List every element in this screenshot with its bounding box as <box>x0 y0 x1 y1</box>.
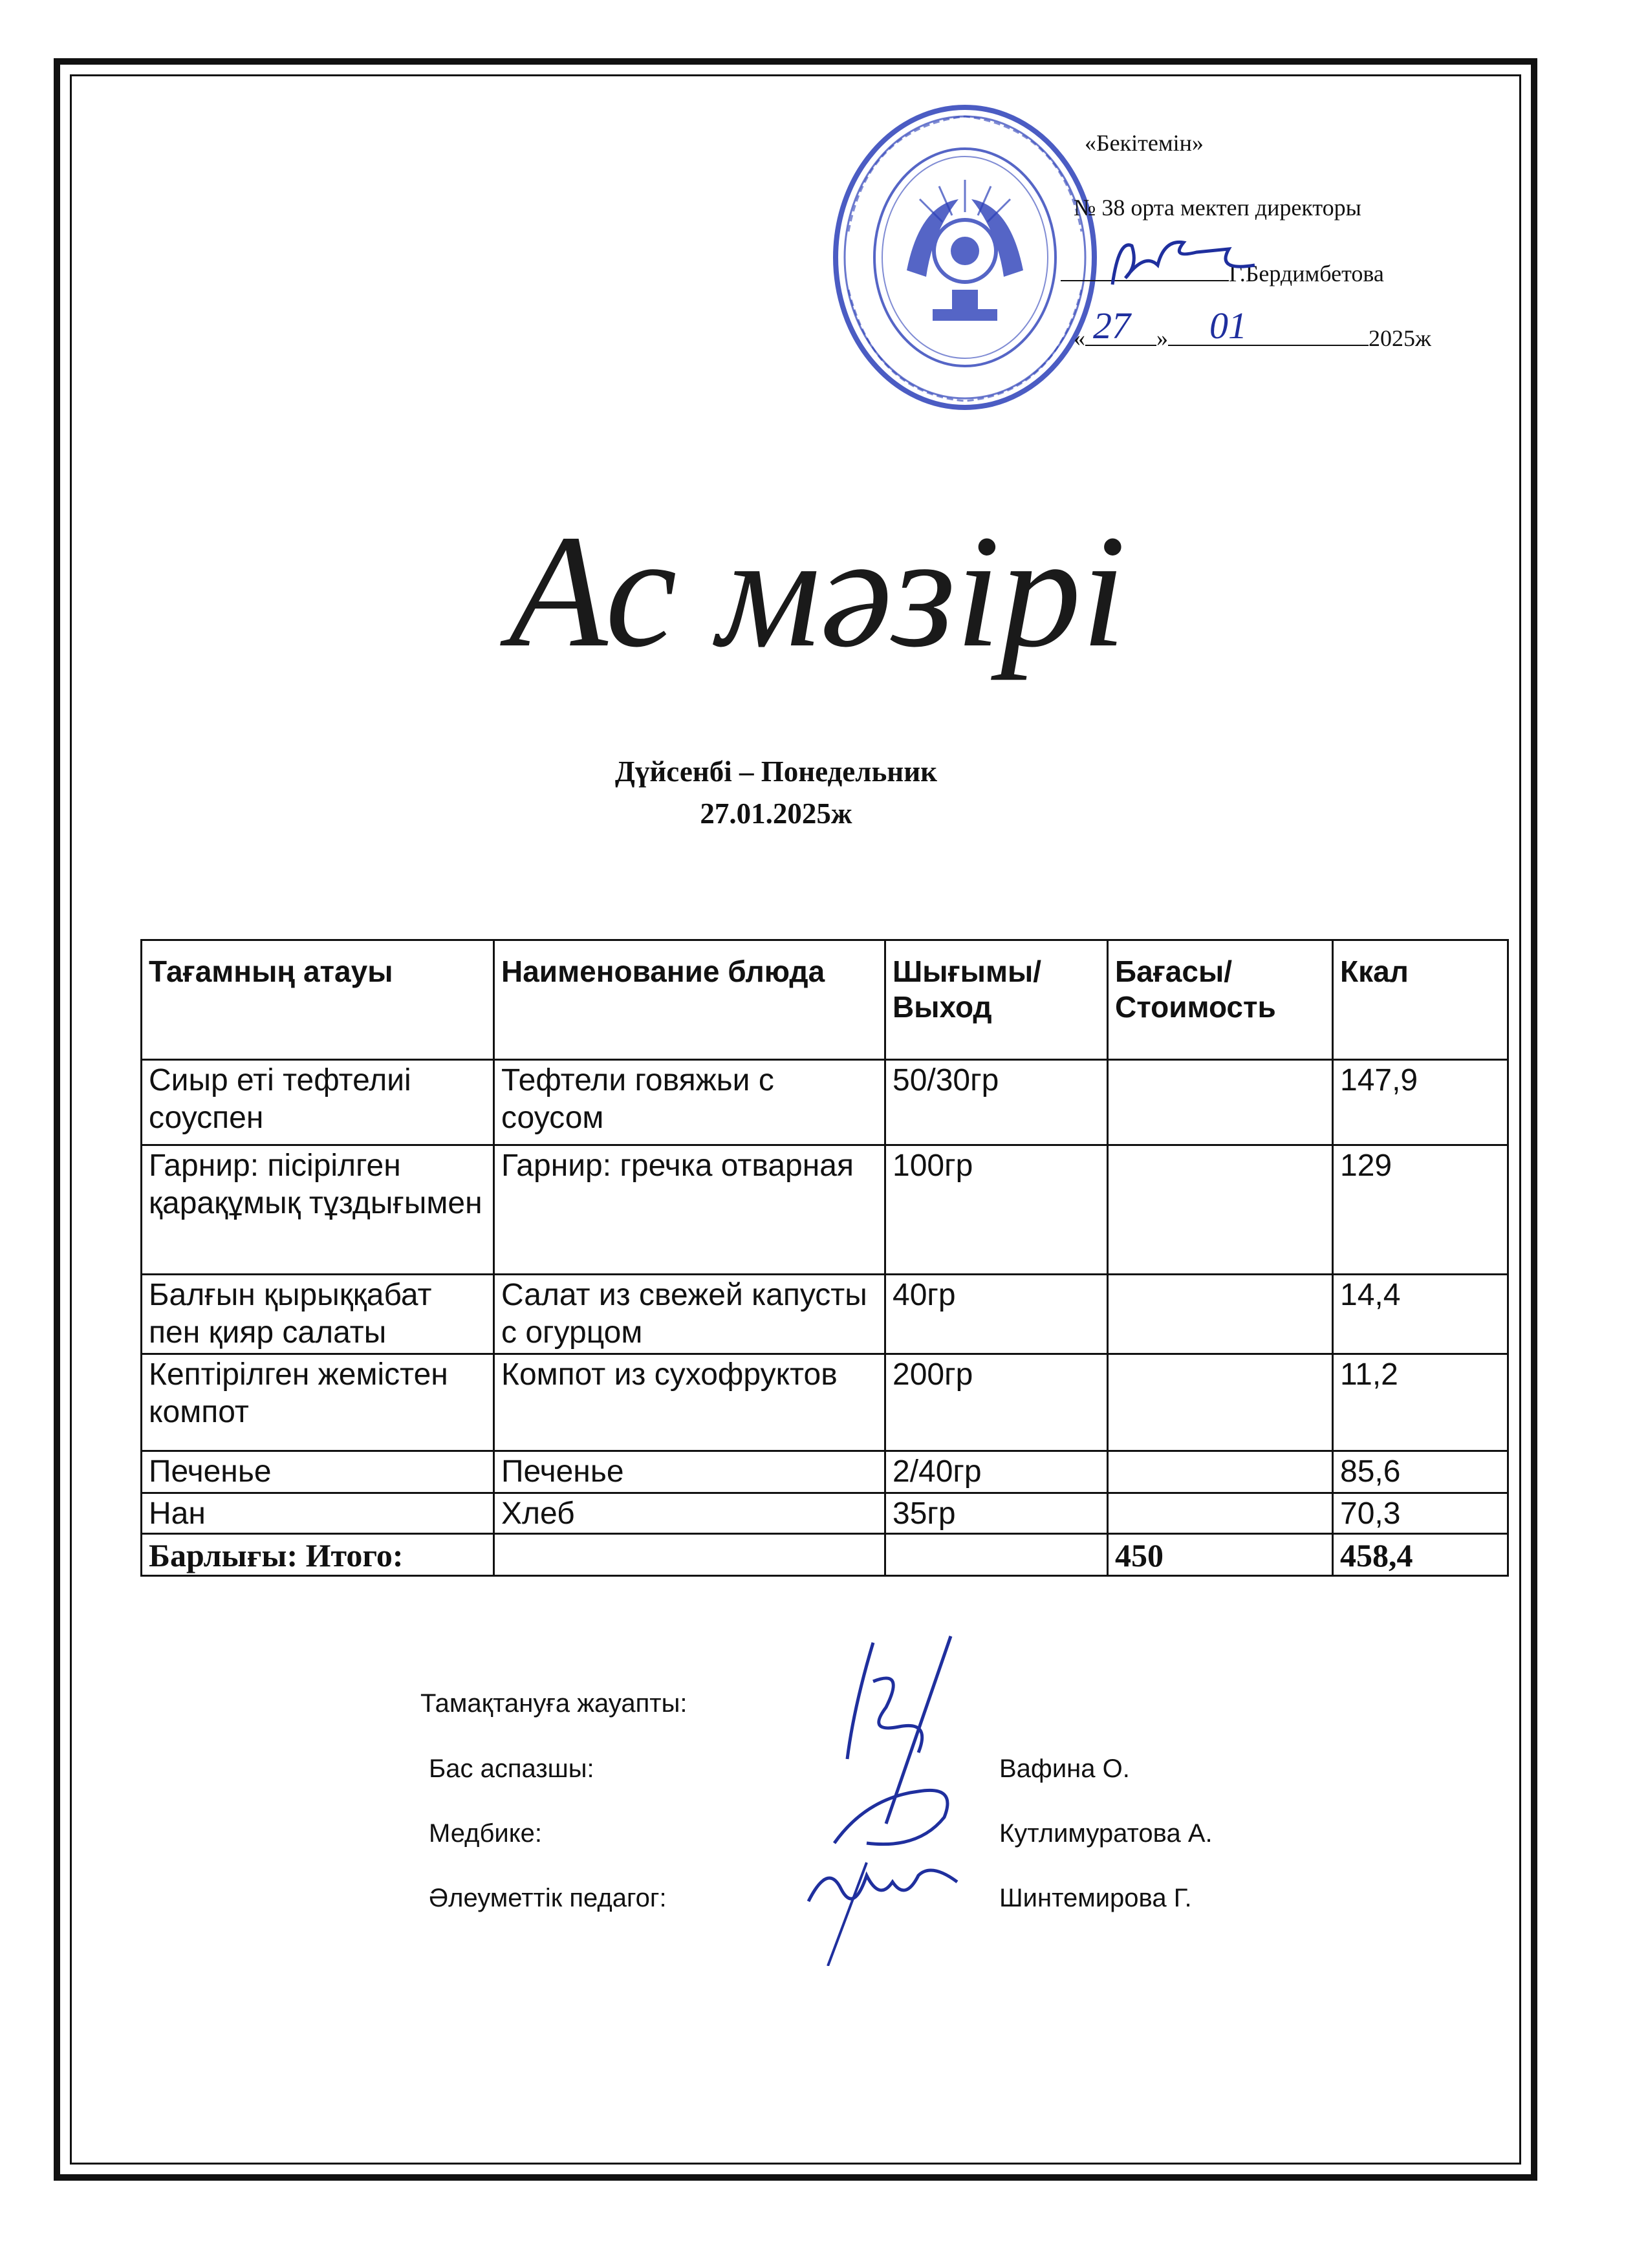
dish-kcal: 129 <box>1333 1145 1508 1275</box>
header-cell-kazakh-name: Тағамның атауы <box>142 940 494 1060</box>
dish-name-ru: Салат из свежей капусты с огурцом <box>494 1275 885 1354</box>
dish-price <box>1108 1493 1333 1534</box>
table-total-row <box>142 1533 1508 1575</box>
dish-name-kk: Кептірілген жемістен компот <box>142 1354 494 1451</box>
role-nurse: Медбике: <box>429 1819 543 1848</box>
dish-name-kk: Нан <box>142 1493 494 1534</box>
dish-kcal: 85,6 <box>1333 1451 1508 1493</box>
approval-date-open-quote: « <box>1074 325 1085 351</box>
dish-output: 50/30гр <box>885 1060 1108 1145</box>
name-social-pedagogue: Шинтемирова Г. <box>999 1884 1192 1912</box>
dish-output: 2/40гр <box>885 1451 1108 1493</box>
role-chef: Бас аспазшы: <box>429 1755 594 1783</box>
approval-position: № 38 орта мектеп директоры <box>1074 195 1361 221</box>
dish-output: 200гр <box>885 1354 1108 1451</box>
dish-output: 100гр <box>885 1145 1108 1275</box>
dish-name-kk: Гарнир: пісірілген қарақұмық тұздығымен <box>142 1145 494 1275</box>
responsible-signatures <box>789 1630 1035 1966</box>
dish-price <box>1108 1145 1333 1275</box>
approval-date-close-quote: » <box>1156 325 1168 351</box>
dish-price <box>1108 1275 1333 1354</box>
table-row <box>142 1451 1508 1493</box>
header-cell-output: Шығымы/ Выход <box>885 940 1108 1060</box>
dish-name-kk: Балғын қырыққабат пен қияр салаты <box>142 1275 494 1354</box>
director-signature <box>1099 226 1268 297</box>
table-row <box>142 1060 1508 1145</box>
total-kcal: 458,4 <box>1333 1533 1508 1575</box>
handwritten-month: 01 <box>1209 305 1247 347</box>
menu-date: 27.01.2025ж <box>700 797 852 830</box>
dish-output: 40гр <box>885 1275 1108 1354</box>
total-price: 450 <box>1108 1533 1333 1575</box>
header-cell-kcal: Ккал <box>1333 940 1508 1060</box>
header-cell-russian-name: Наименование блюда <box>494 940 885 1060</box>
table-row <box>142 1275 1508 1354</box>
total-empty-2 <box>885 1533 1108 1575</box>
day-of-week: Дүйсенбі – Понедельник <box>614 755 938 788</box>
dish-name-kk: Печенье <box>142 1451 494 1493</box>
dish-price <box>1108 1060 1333 1145</box>
dish-name-ru: Гарнир: гречка отварная <box>494 1145 885 1275</box>
role-social-pedagogue: Әлеуметтік педагог: <box>429 1884 667 1912</box>
dish-price <box>1108 1354 1333 1451</box>
approval-director-name: Г.Бердимбетова <box>1229 261 1384 286</box>
name-nurse: Кутлимуратова А. <box>999 1819 1213 1848</box>
handwritten-day: 27 <box>1093 305 1131 347</box>
name-chef: Вафина О. <box>999 1755 1130 1783</box>
page-title: Ас мәзірі <box>508 502 1127 681</box>
table-row <box>142 1493 1508 1534</box>
table-header-row <box>142 940 1508 1060</box>
dish-kcal: 14,4 <box>1333 1275 1508 1354</box>
dish-price <box>1108 1451 1333 1493</box>
dish-kcal: 70,3 <box>1333 1493 1508 1534</box>
dish-name-ru: Компот из сухофруктов <box>494 1354 885 1451</box>
dish-name-kk: Сиыр еті тефтелиі соуспен <box>142 1060 494 1145</box>
dish-name-ru: Хлеб <box>494 1493 885 1534</box>
total-label: Барлығы: Итого: <box>142 1533 494 1575</box>
header-cell-price: Бағасы/ Стоимость <box>1108 940 1333 1060</box>
approval-year: 2025ж <box>1369 325 1431 351</box>
table-row <box>142 1354 1508 1451</box>
dish-output: 35гр <box>885 1493 1108 1534</box>
official-stamp-seal <box>829 102 1101 413</box>
dish-name-ru: Тефтели говяжьи с соусом <box>494 1060 885 1145</box>
table-row <box>142 1145 1508 1275</box>
dish-name-ru: Печенье <box>494 1451 885 1493</box>
dish-kcal: 11,2 <box>1333 1354 1508 1451</box>
responsible-heading: Тамақтануға жауапты: <box>420 1689 688 1718</box>
menu-table <box>140 939 1509 1577</box>
approval-heading: «Бекітемін» <box>1085 130 1204 156</box>
total-empty-1 <box>494 1533 885 1575</box>
dish-kcal: 147,9 <box>1333 1060 1508 1145</box>
